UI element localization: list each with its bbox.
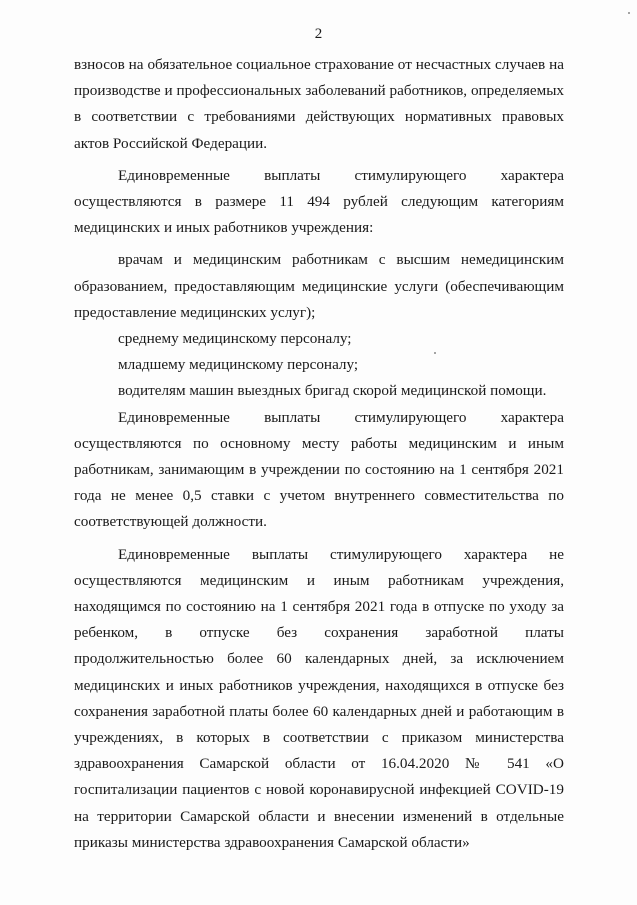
list-item-junior-staff: младшему медицинскому персоналу;	[118, 356, 359, 374]
paragraph-exclusions: Единовременные выплаты стимулирующего характера не осуществляются медицинским и иным работникам учреждения, находящимся по состоянию на 1 сентября 2021 года в отпуске по уходу за ребенком, в отпуске без сохранения заработной платы продолжительностью более 60 календарных дней, за исключением медицинских и иных работников учреждения, находящихся в отпуске без сохранения заработной платы более 60 календарных дней и работающим в учреждениях, в которых в соответствии с приказом министерства здравоохранения Самарской области от 16.04.2020 № 541 «О госпитализации пациентов с новой коронавирусной инфекцией COVID-19 на территории Самарской области и внесении изменений в отдельные приказы министерства здравоохранения Самарской области»	[74, 545, 564, 851]
paragraph-eligibility: Единовременные выплаты стимулирующего характера осуществляются по основному месту работы медицинским и иным работникам, занимающим в учреждении по состоянию на 1 сентября 2021 года не менее 0,5 ставки с учетом внутреннего совместительства по соответствующей должности.	[74, 408, 564, 531]
list-item-mid-level-staff: среднему медицинскому персоналу;	[118, 330, 352, 348]
list-item-ambulance-drivers: водителям машин выездных бригад скорой медицинской помощи.	[118, 382, 547, 400]
document-body	[74, 52, 564, 856]
paragraph-insurance-contributions: взносов на обязательное социальное страхование от несчастных случаев на производстве и профессиональных заболеваний работников, определяемых в соответствии с требованиями действующих нормативных правовых актов Российской Федерации.	[74, 56, 564, 152]
paragraph-payment-amount: Единовременные выплаты стимулирующего характера осуществляются в размере 11 494 рублей следующим категориям медицинских и иных работников учреждения:	[74, 166, 564, 237]
list-item-doctors: врачам и медицинским работникам с высшим немедицинским образованием, предоставляющим медицинские услуги (обеспечивающим предоставление медицинских услуг);	[74, 251, 564, 321]
page-number: 2	[314, 26, 323, 42]
scan-speck	[628, 12, 630, 14]
scan-speck	[434, 352, 436, 354]
